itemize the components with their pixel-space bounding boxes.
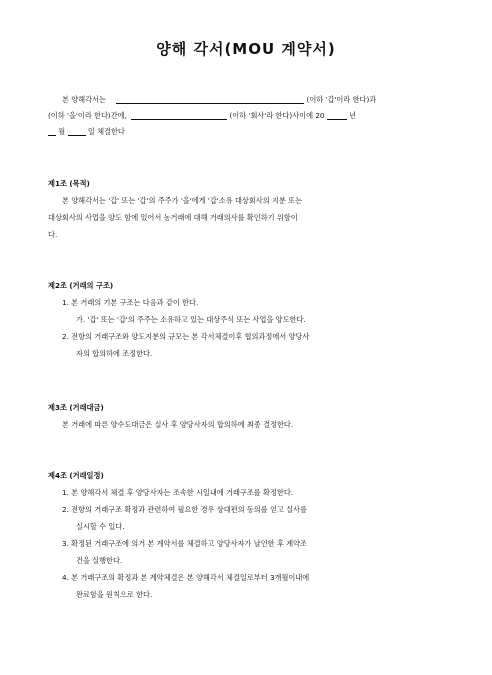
party-b-blank — [131, 111, 227, 120]
month-blank-lead — [48, 127, 56, 136]
intro-text: 본 양해각서는 — [62, 95, 106, 104]
article-3-heading: 제3조 (거래대금) — [48, 403, 104, 412]
article-4-item: 2. 전항의 거래구조 확정과 관련하여 필요한 경우 상대편의 동의를 얻고 실사를 — [62, 505, 307, 514]
article-4-item: 4. 본 거래구조의 확정과 본 계약체결은 본 양해각서 체결일로부터 3개월이내에 — [62, 573, 310, 582]
article-1-text: 대상회사의 사업을 양도 함에 있어서 농거래에 대해 거래의사를 확인하기 위함이 — [48, 213, 298, 222]
article-4-heading: 제4조 (거래일정) — [48, 471, 104, 480]
article-4-item-cont: 건을 실행한다. — [76, 556, 123, 565]
article-2-item-cont: 자의 합의하에 조정한다. — [76, 349, 153, 358]
intro-text: (이하 '갑'이라 한다)과 — [306, 95, 377, 104]
article-2-item: 2. 전항의 거래구조와 양도지분의 규모는 본 각서체결이후 협의과정에서 양당사 — [62, 332, 310, 341]
intro-text: 일 체결한다 — [87, 127, 125, 136]
intro-line-2 — [48, 111, 356, 120]
article-2-subitem: 가. '갑' 또는 '갑'의 주주는 소유하고 있는 대상주식 또는 사업을 양도한다. — [76, 315, 306, 324]
intro-text: 월 — [58, 127, 66, 136]
article-3-text: 본 거래에 따른 양수도대금은 실사 후 양당사자의 합의하에 최종 결정한다. — [62, 420, 294, 429]
intro-text: 년 — [349, 111, 357, 120]
intro-text: (이하 '을'이라 한다)간에, — [48, 111, 127, 120]
intro-line-1 — [62, 95, 376, 104]
document-title: 양해 각서(MOU 계약서) — [156, 40, 336, 58]
article-4-item: 3. 확정된 거래구조에 의거 본 계약서를 체결하고 양당사자가 날인한 후 계약조 — [62, 539, 307, 548]
article-1-text: 다. — [48, 230, 58, 239]
day-blank — [68, 127, 86, 136]
article-4-item: 1. 본 양해각서 체결 후 양당사자는 조속한 시일내에 거래구조를 확정한다. — [62, 488, 294, 497]
intro-line-3 — [48, 127, 125, 136]
article-2-item: 1. 본 거래의 기본 구조는 다음과 같이 한다. — [62, 298, 199, 307]
intro-text: (이하 '회사'라 한다)사이에 20 — [229, 111, 325, 120]
article-4-item-cont: 완료함을 원칙으로 한다. — [76, 590, 153, 599]
year-blank — [327, 111, 347, 120]
article-1-heading: 제1조 (목적) — [48, 179, 90, 188]
article-4-item-cont: 실시할 수 있다. — [76, 522, 125, 531]
article-1-text: 본 양해각서는 '갑' 또는 '갑'의 주주가 '을'에게 '갑'소유 대상회사의 지분 또는 — [62, 196, 303, 205]
party-a-blank — [116, 95, 304, 104]
article-2-heading: 제2조 (거래의 구조) — [48, 281, 114, 290]
